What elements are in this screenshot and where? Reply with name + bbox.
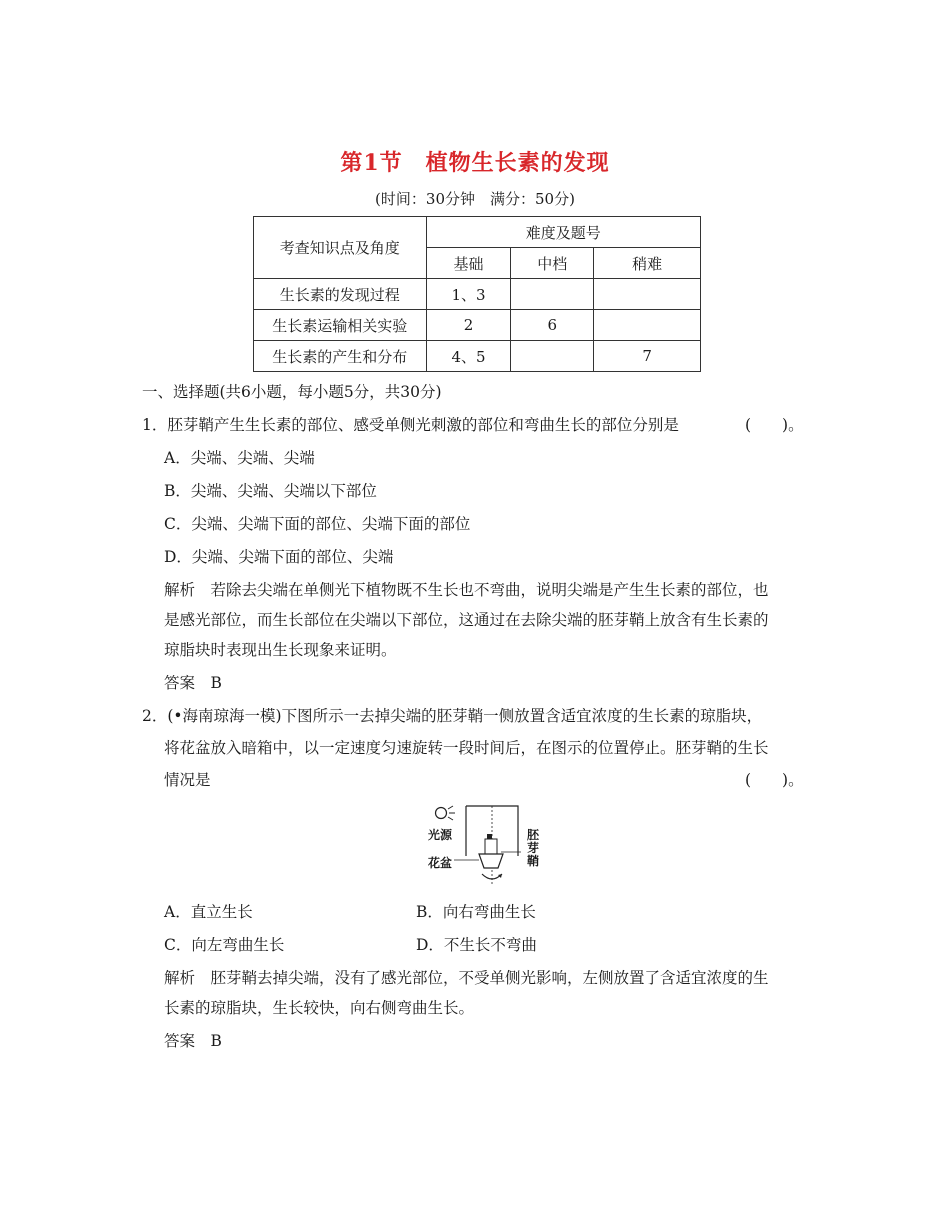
question-1-analysis: 是感光部位，而生长部位在尖端以下部位，这通过在去除尖端的胚芽鞘上放含有生长素的 xyxy=(164,611,769,629)
question-2-analysis: 解析 胚芽鞘去掉尖端，没有了感光部位，不受单侧光影响，左侧放置了含适宜浓度的生 xyxy=(164,969,769,987)
table-row xyxy=(254,310,701,341)
question-2-option-d: D．不生长不弯曲 xyxy=(416,936,537,954)
question-1-option-c: C．尖端、尖端下面的部位、尖端下面的部位 xyxy=(164,515,471,533)
table-cell-topic: 生长素的发现过程 xyxy=(254,279,427,310)
question-2-answer: 答案 B xyxy=(164,1032,222,1050)
table-row xyxy=(254,279,701,310)
question-1-analysis: 解析 若除去尖端在单侧光下植物既不生长也不弯曲，说明尖端是产生生长素的部位，也 xyxy=(164,581,769,599)
light-source-icon xyxy=(436,808,447,819)
table-header-level: 中档 xyxy=(511,248,594,279)
light-source-label: 光源 xyxy=(428,828,453,842)
question-1-option-d: D．尖端、尖端下面的部位、尖端 xyxy=(164,548,394,566)
table-header-difficulty: 难度及题号 xyxy=(426,217,700,248)
coleoptile-label: 胚 芽 鞘 xyxy=(527,828,540,868)
question-2-blank: ( )。 xyxy=(745,771,804,789)
question-1-stem: 1．胚芽鞘产生生长素的部位、感受单侧光刺激的部位和弯曲生长的部位分别是 xyxy=(142,416,679,434)
coleoptile xyxy=(485,839,497,854)
knowledge-table xyxy=(253,216,701,372)
page-title: 第1节 植物生长素的发现 xyxy=(340,150,610,176)
question-2-option-b: B．向右弯曲生长 xyxy=(416,903,536,921)
table-cell xyxy=(511,279,594,310)
question-2-stem: 情况是 xyxy=(164,771,211,789)
question-2-option-c: C．向左弯曲生长 xyxy=(164,936,285,954)
table-cell xyxy=(511,341,594,372)
question-1-analysis: 琼脂块时表现出生长现象来证明。 xyxy=(164,641,397,659)
question-2-analysis: 长素的琼脂块，生长较快，向右侧弯曲生长。 xyxy=(164,999,475,1017)
table-row xyxy=(254,341,701,372)
table-header-topic: 考查知识点及角度 xyxy=(254,217,427,279)
section-heading: 一、选择题(共6小题，每小题5分，共30分) xyxy=(142,383,442,401)
page-subtitle: (时间：30分钟 满分：50分) xyxy=(375,190,575,208)
question-2-stem: 2．(•海南琼海一模)下图所示一去掉尖端的胚芽鞘一侧放置含适宜浓度的生长素的琼脂块， xyxy=(142,707,763,725)
question-2-stem: 将花盆放入暗箱中，以一定速度匀速旋转一段时间后，在图示的位置停止。胚芽鞘的生长 xyxy=(164,739,769,757)
question-1-option-b: B．尖端、尖端、尖端以下部位 xyxy=(164,482,377,500)
pot-label: 花盆 xyxy=(428,856,453,870)
table-header-level: 稍难 xyxy=(594,248,701,279)
table-header-level: 基础 xyxy=(426,248,511,279)
table-cell: 1、3 xyxy=(426,279,511,310)
table-cell: 7 xyxy=(594,341,701,372)
agar-block xyxy=(487,834,492,839)
question-1-blank: ( )。 xyxy=(745,416,804,434)
flower-pot xyxy=(479,854,503,868)
coleoptile-figure xyxy=(428,804,548,890)
table-cell: 2 xyxy=(426,310,511,341)
table-cell: 6 xyxy=(511,310,594,341)
question-1-option-a: A．尖端、尖端、尖端 xyxy=(164,449,315,467)
question-1-answer: 答案 B xyxy=(164,674,222,692)
table-cell xyxy=(594,310,701,341)
table-cell-topic: 生长素运输相关实验 xyxy=(254,310,427,341)
table-cell: 4、5 xyxy=(426,341,511,372)
table-cell-topic: 生长素的产生和分布 xyxy=(254,341,427,372)
question-2-option-a: A．直立生长 xyxy=(164,903,253,921)
table-cell xyxy=(594,279,701,310)
